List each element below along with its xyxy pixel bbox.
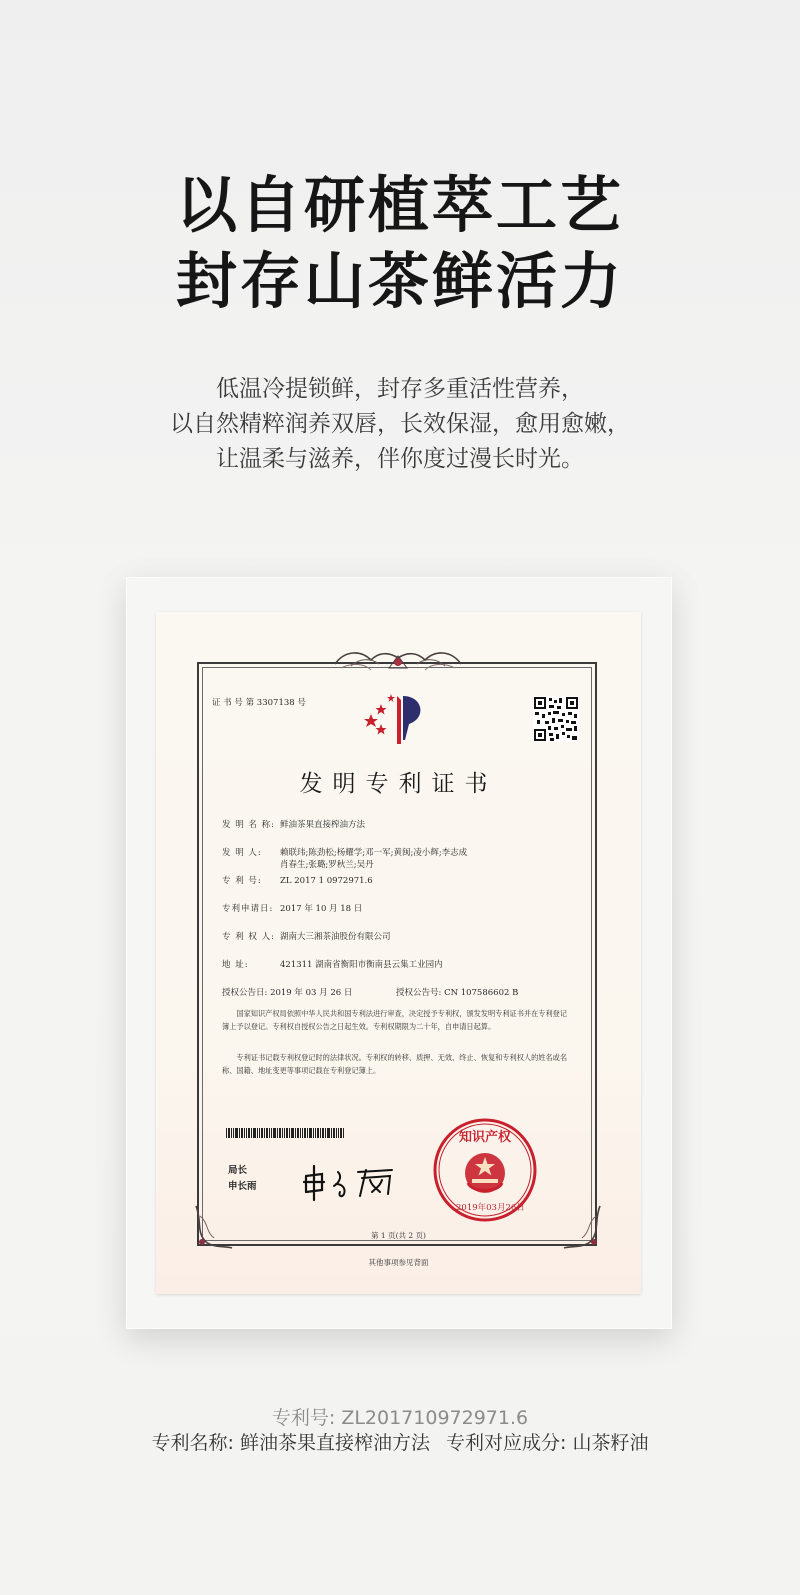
certificate-paper (156, 612, 641, 1294)
field-label: 发 明 名 称: (222, 820, 275, 830)
patent-number-caption: 专利号: ZL201710972971.6 (271, 1407, 529, 1429)
seal-date: 2019年03月26日 (456, 1203, 525, 1213)
certificate-paragraph-2: 专利证书记载专利权登记时的法律状况。专利权的转移、质押、无效、终止、恢复和专利权人的姓名或名称、国籍、地址变更等事项记载在专利登记簿上。 (222, 1053, 568, 1075)
certificate-number: 证 书 号 第 3307138 号 (212, 698, 306, 708)
certificate-frame (126, 577, 672, 1329)
patent-name-caption: 专利名称: 鲜油茶果直接榨油方法 (151, 1432, 430, 1454)
field-value: 肖春生;张璐;罗秋兰;吴丹 (280, 860, 374, 870)
field-label: 专 利 权 人: (222, 932, 275, 942)
certificate-paragraph-1: 国家知识产权局依照中华人民共和国专利法进行审查，决定授予专利权，颁发发明专利证书并在专利登记簿上予以登记。专利权自授权公告之日起生效。专利权期限为二十年，自申请日起算。 (222, 1009, 568, 1031)
field-value: 湖南大三湘茶油股份有限公司 (280, 932, 391, 942)
field-patent-number (222, 874, 373, 888)
chief-title: 局长 (228, 1165, 248, 1176)
patent-office-emblem-icon (361, 690, 433, 746)
intro-line-1: 低温冷提锁鲜，封存多重活性营养， (216, 376, 584, 402)
back-note: 其他事项参见背面 (368, 1258, 429, 1267)
page-number: 第 1 页(共 2 页) (371, 1231, 426, 1240)
headline-line-1: 以自研植萃工艺 (175, 170, 624, 241)
ornament-top-icon (331, 646, 465, 672)
qr-code-icon (533, 696, 579, 742)
signature-icon (300, 1162, 400, 1202)
field-label: 专利申请日: (222, 904, 274, 914)
field-value: 赖联玮;陈劲松;杨耀学;邓一军;黄闽;凌小辉;李志成 (280, 848, 468, 858)
field-value: 鲜油茶果直接榨油方法 (280, 820, 366, 830)
chief-name: 申长雨 (228, 1181, 257, 1192)
field-inventors-cont (222, 858, 374, 872)
headline (0, 168, 800, 320)
field-invention-name (222, 818, 365, 832)
ornament-corner-left-icon (192, 1202, 236, 1252)
field-value: ZL 2017 1 0972971.6 (280, 876, 373, 886)
patent-details-caption (0, 1428, 800, 1455)
field-address (222, 958, 443, 972)
grant-number: 授权公告号: CN 107586602 B (396, 988, 519, 998)
field-value: 2017 年 10 月 18 日 (280, 904, 363, 914)
field-label: 专 利 号: (222, 876, 262, 886)
ingredient-caption: 专利对应成分: 山茶籽油 (446, 1432, 649, 1454)
intro-line-2: 以自然精粹润养双唇，长效保湿，愈用愈嫩， (170, 411, 630, 437)
field-patentee (222, 930, 391, 944)
field-label: 发 明 人: (222, 848, 262, 858)
intro-line-3: 让温柔与滋养，伴你度过漫长时光。 (216, 446, 584, 472)
seal-text: 知识产权 (458, 1130, 512, 1145)
headline-line-2: 封存山茶鲜活力 (175, 246, 624, 317)
field-label: 地 址: (222, 960, 249, 970)
certificate-title: 发明专利证书 (299, 771, 498, 797)
field-value: 421311 湖南省衡阳市衡南县云集工业园内 (280, 960, 443, 970)
barcode-icon (226, 1128, 344, 1138)
intro-text (0, 372, 800, 477)
grant-date: 授权公告日: 2019 年 03 月 26 日 (222, 988, 353, 998)
field-filing-date (222, 902, 362, 916)
ornament-corner-right-icon (560, 1202, 604, 1252)
